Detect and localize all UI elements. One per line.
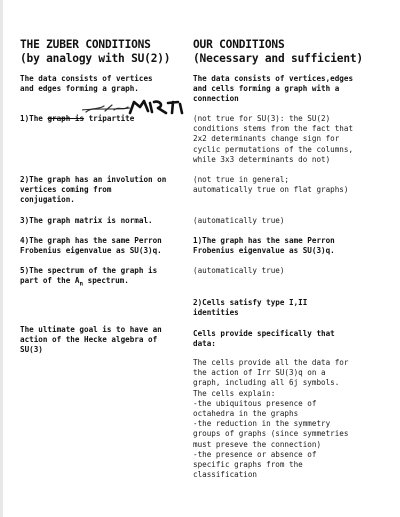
left-heading-line2: (by analogy with SU(2)) <box>20 52 171 65</box>
left-item-5-end: spectrum. <box>83 276 129 286</box>
right-heading-line1: OUR CONDITIONS <box>193 38 285 51</box>
left-item-5-subscript: n <box>79 280 84 288</box>
right-heading-line2: (Necessary and sufficient) <box>193 52 363 65</box>
right-cells-body: The cells provide all the data for the action of Irr SU(3)q on a graph, including all 6j symbols. The cells explain: -the ubiquitous presence of octahedra in the graphs -the reduction in the symmetry groups of graphs (since symmetries must preseve the connection) -the presence or absence of specific graphs from the classification <box>193 358 349 480</box>
left-item-2: 2)The graph has an involution on vertices coming from conjugation. <box>20 175 167 205</box>
left-intro: The data consists of vertices and edges forming a graph. <box>20 74 153 94</box>
left-item-5 <box>20 266 157 290</box>
left-heading-line1: THE ZUBER CONDITIONS <box>20 38 151 51</box>
left-item-3: 3)The graph matrix is normal. <box>20 216 153 225</box>
left-item-1-struck: graph is <box>47 114 85 123</box>
scan-edge <box>0 0 3 517</box>
right-item-1: 1)The graph has the same Perron Frobenius eigenvalue as SU(3)q. <box>193 236 335 256</box>
left-item-4: 4)The graph has the same Perron Frobenius eigenvalue as SU(3)q. <box>20 236 162 256</box>
right-note-2: (not true in general; automatically true on flat graphs) <box>193 175 349 195</box>
handwritten-edit-mark <box>68 98 186 118</box>
right-note-5: (automatically true) <box>193 266 285 275</box>
right-item-2: 2)Cells satisfy type I,II identities <box>193 298 308 318</box>
right-note-1: (not true for SU(3): the SU(2) conditions stems from the fact that 2x2 determinants change sign for cyclic permutations of the columns, while 3x3 determinants do not) <box>193 114 354 164</box>
right-note-3: (automatically true) <box>193 216 285 225</box>
right-cells-title: Cells provide specifically that data: <box>193 329 335 349</box>
left-item-1-prefix: 1)The <box>20 114 48 123</box>
left-item-1-suffix: tripartite <box>84 114 135 123</box>
left-item-5-main: 5)The spectrum of the graph is part of the A <box>20 266 158 286</box>
left-goal: The ultimate goal is to have an action of the Hecke algebra of SU(3) <box>20 325 162 355</box>
right-intro: The data consists of vertices,edges and cells forming a graph with a connection <box>193 74 354 104</box>
